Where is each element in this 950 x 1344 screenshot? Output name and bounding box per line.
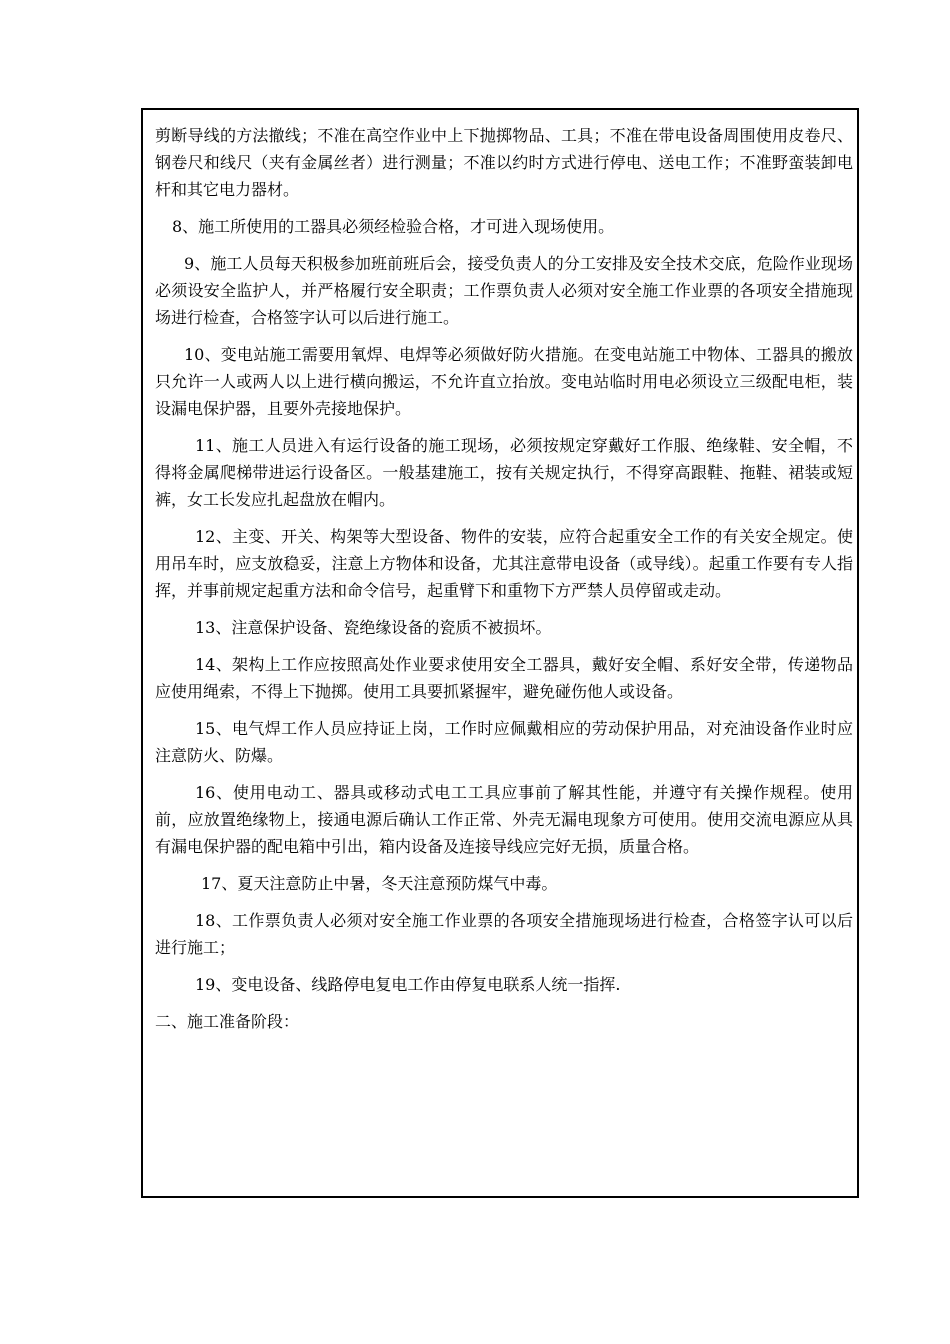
paragraph-item-17: 17、夏天注意防止中暑，冬天注意预防煤气中毒。: [201, 874, 558, 893]
paragraph-item-9: 9、施工人员每天积极参加班前班后会，接受负责人的分工安排及安全技术交底，危险作业现场必须设安全监护人，并严格履行安全职责；工作票负责人必须对安全施工作业票的各项安全措施现场进行检查，合格签字认可以后进行施工。: [155, 254, 853, 327]
paragraph-item-16: 16、使用电动工、器具或移动式电工工具应事前了解其性能，并遵守有关操作规程。使用前，应放置绝缘物上，接通电源后确认工作正常、外壳无漏电现象方可使用。使用交流电源应从具有漏电保护器的配电箱中引出，箱内设备及连接导线应完好无损，质量合格。: [155, 783, 853, 856]
paragraph-item-12: 12、主变、开关、构架等大型设备、物件的安装，应符合起重安全工作的有关安全规定。使用吊车时，应支放稳妥，注意上方物体和设备，尤其注意带电设备（或导线）。起重工作要有专人指挥，并事前规定起重方法和命令信号，起重臂下和重物下方严禁人员停留或走动。: [155, 527, 853, 600]
paragraph-item-18: 18、工作票负责人必须对安全施工作业票的各项安全措施现场进行检查，合格签字认可以后进行施工；: [155, 911, 853, 957]
paragraph-item-15: 15、电气焊工作人员应持证上岗，工作时应佩戴相应的劳动保护用品，对充油设备作业时应注意防火、防爆。: [155, 719, 853, 765]
paragraph-item-19: 19、变电设备、线路停电复电工作由停复电联系人统一指挥.: [195, 975, 621, 994]
paragraph-continued: 剪断导线的方法撤线；不准在高空作业中上下抛掷物品、工具；不准在带电设备周围使用皮卷尺、钢卷尺和线尺（夹有金属丝者）进行测量；不准以约时方式进行停电、送电工作；不准野蛮装卸电杆和其它电力器材。: [155, 126, 853, 199]
paragraph-item-14: 14、架构上工作应按照高处作业要求使用安全工器具，戴好安全帽、系好安全带，传递物品应使用绳索，不得上下抛掷。使用工具要抓紧握牢，避免碰伤他人或设备。: [155, 655, 853, 701]
section-heading: 二、施工准备阶段：: [155, 1012, 300, 1031]
paragraph-item-11: 11、施工人员进入有运行设备的施工现场，必须按规定穿戴好工作服、绝缘鞋、安全帽，不得将金属爬梯带进运行设备区。一般基建施工，按有关规定执行，不得穿高跟鞋、拖鞋、裙装或短裤，女工长发应扎起盘放在帽内。: [155, 436, 853, 509]
document-body: [155, 122, 853, 1045]
paragraph-item-8: 8、施工所使用的工器具必须经检验合格，才可进入现场使用。: [172, 217, 615, 236]
paragraph-item-13: 13、注意保护设备、瓷绝缘设备的瓷质不被损坏。: [195, 618, 552, 637]
paragraph-item-10: 10、变电站施工需要用氧焊、电焊等必须做好防火措施。在变电站施工中物体、工器具的搬放只允许一人或两人以上进行横向搬运，不允许直立抬放。变电站临时用电必须设立三级配电柜，装设漏电保护器，且要外壳接地保护。: [155, 345, 853, 418]
document-frame: [141, 108, 859, 1198]
